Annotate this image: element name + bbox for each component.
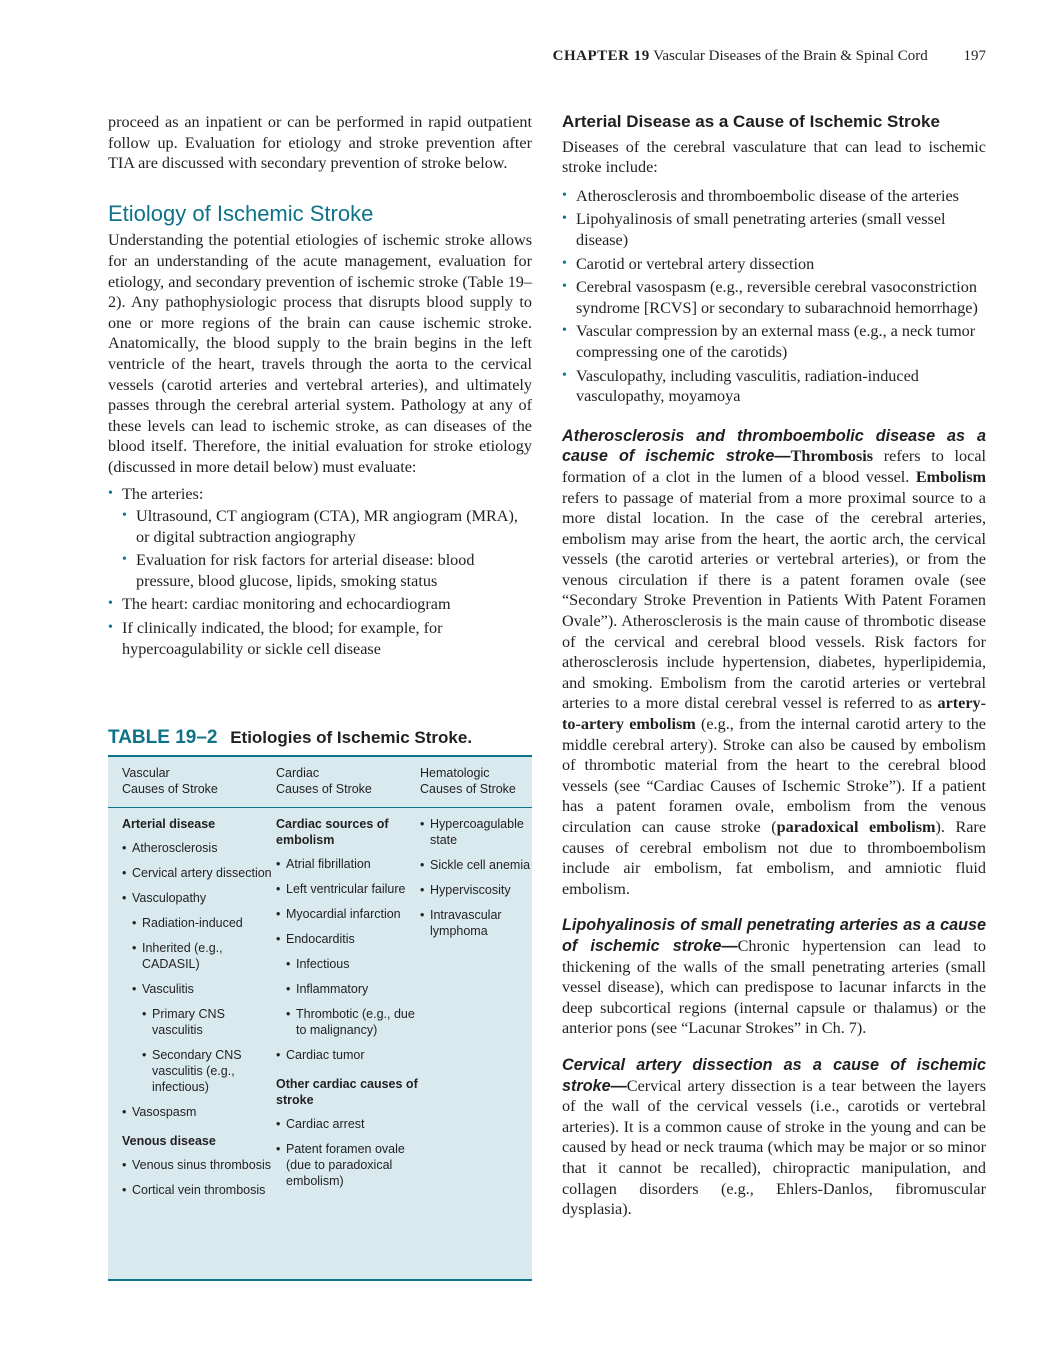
table-item: • Inflammatory (286, 981, 420, 997)
table-19-2 (108, 727, 532, 1281)
table-item: • Intravascular lymphoma (420, 907, 532, 939)
table-item: • Cardiac arrest (276, 1116, 420, 1132)
table-item: • Cervical artery dissection (122, 865, 276, 881)
chapter-number: CHAPTER 19 (552, 48, 650, 64)
table-title (108, 727, 532, 749)
group-heading: Other cardiac causes of stroke (276, 1077, 418, 1107)
list-item: • The arteries: • Ultrasound, CT angiogram (CTA), MR angiogram (MRA), or digital subtraction angiography • Evaluation for risk factors for arterial disease: blood pressure, blood glucose, lipids, smoking status (108, 484, 532, 592)
chapter-title: Vascular Diseases of the Brain & Spinal Cord (653, 48, 928, 64)
sub-list (122, 506, 532, 591)
table-item: • Vasculopathy (122, 890, 276, 906)
table-item: • Sickle cell anemia (420, 857, 532, 873)
table-item: • Hypercoagulable state (420, 816, 532, 848)
table-item: • Cardiac tumor (276, 1047, 420, 1063)
paragraph-lead: Lipohyalinosis of small penetrating arteries as a cause of ischemic stroke— (562, 916, 986, 955)
table-item: • Vasospasm (122, 1104, 276, 1120)
left-column (108, 112, 532, 662)
paragraph-lead: Atherosclerosis and thromboembolic disease as a cause of ischemic stroke— (562, 426, 986, 466)
table-item: • Endocarditis (276, 931, 420, 947)
table-item: • Hyperviscosity (420, 882, 532, 898)
term: artery-to-artery embolism (562, 694, 986, 734)
group-heading: Arterial disease (122, 817, 216, 831)
paragraph-lead: Cervical artery dissection as a cause of ischemic stroke— (562, 1055, 986, 1095)
section-heading: Etiology of Ischemic Stroke (108, 200, 374, 226)
list-item: • Evaluation for risk factors for arterial disease: blood pressure, blood glucose, lipids, smoking status (122, 550, 532, 591)
lipohyalinosis-paragraph: Lipohyalinosis of small penetrating arteries as a cause of ischemic stroke—Chronic hypertension can lead to thickening of the walls of the small penetrating arteries (small vessel disease), which can predispose to lacunar infarcts in the deep subcortical regions (internal capsule or thalamus) or the anterior pons (see “Lacunar Strokes” in Ch. 7). (562, 916, 986, 1038)
list-item: • Carotid or vertebral artery dissection (562, 254, 986, 275)
list-item: • The heart: cardiac monitoring and echocardiogram (108, 594, 532, 615)
table-item: • Primary CNS vasculitis (142, 1006, 276, 1038)
atherosclerosis-paragraph: Atherosclerosis and thromboembolic disease as a cause of ischemic stroke—Thrombosis refers to local formation of a clot in the lumen of a blood vessel. Embolism refers to passage of material from a more proximal source to a more distal location. In the case of the cerebral arteries, embolism may arise from the heart, the aortic arch, the cervical vessels (the carotid arteries or vertebral arteries), or from the venous circulation if there is a patent foramen ovale (see “Secondary Stroke Prevention in Patients With Patent Foramen Ovale”). Atherosclerosis is the main cause of thrombotic disease of the cervical and cerebral blood vessels. Risk factors for atherosclerosis include hypertension, diabetes, hyperlipidemia, and smoking. Embolism from the carotid arteries or vertebral arteries to a more distal cerebral vessel is referred to as artery-to-artery embolism (e.g., from the internal carotid artery to the middle cerebral artery). Stroke can also be caused by embolism of thrombotic material from the heart to the cerebral blood vessels (see “Cardiac Causes of Ischemic Stroke”). If a patient has a patent foramen ovale, embolism from the venous circulation can cause stroke (paradoxical embolism). Rare causes of cerebral embolism not due to thromboembolism include air embolism, fat embolism, and amniotic fluid embolism. (562, 426, 987, 898)
list-item: • Cerebral vasospasm (e.g., reversible cerebral vasoconstriction syndrome [RCVS] or secondary to subarachnoid hemorrhage) (562, 277, 986, 318)
table-item: • Thrombotic (e.g., due to malignancy) (286, 1006, 420, 1038)
term: paradoxical embolism (776, 818, 936, 836)
table-item: • Myocardial infarction (276, 906, 420, 922)
header-cardiac: Cardiac Causes of Stroke (276, 766, 372, 796)
list-item: • Atherosclerosis and thromboembolic disease of the arteries (562, 186, 986, 207)
cardiac-column (276, 816, 420, 1207)
list-item: • Vasculopathy, including vasculitis, radiation-induced vasculopathy, moyamoya (562, 366, 986, 407)
intro-paragraph: Diseases of the cerebral vasculature that can lead to ischemic stroke include: (562, 137, 986, 177)
header-hematologic: Hematologic Causes of Stroke (420, 766, 516, 796)
table-item: • Inherited (e.g., CADASIL) (132, 940, 276, 972)
running-head (553, 48, 986, 65)
table-item: • Patent foramen ovale (due to paradoxical embolism) (276, 1141, 420, 1189)
list-item: • Lipohyalinosis of small penetrating arteries (small vessel disease) (562, 209, 986, 250)
table-number: TABLE 19–2 (108, 727, 218, 748)
group-heading: Cardiac sources of embolism (276, 817, 389, 847)
page-number: 197 (963, 48, 986, 64)
table-item: • Radiation-induced (132, 915, 276, 931)
list-item: • Ultrasound, CT angiogram (CTA), MR angiogram (MRA), or digital subtraction angiography (122, 506, 532, 547)
header-vascular: Vascular Causes of Stroke (122, 766, 218, 796)
group-heading: Venous disease (122, 1134, 216, 1148)
table-item: • Vasculitis (132, 981, 276, 997)
table-item: • Cortical vein thrombosis (122, 1182, 276, 1198)
list-item: • Vascular compression by an external mass (e.g., a neck tumor compressing one of the carotids) (562, 321, 986, 362)
table-item: • Venous sinus thrombosis (122, 1157, 276, 1173)
table-content (108, 808, 532, 1207)
list-item: • If clinically indicated, the blood; for example, for hypercoagulability or sickle cell disease (108, 618, 532, 659)
table-item: • Atherosclerosis (122, 840, 276, 856)
table-item: • Secondary CNS vasculitis (e.g., infectious) (142, 1047, 276, 1095)
table-item: • Atrial fibrillation (276, 856, 420, 872)
intro-paragraph: proceed as an inpatient or can be performed in rapid outpatient follow up. Evaluation for etiology and stroke prevention after TIA are discussed with secondary prevention of stroke below. (108, 113, 532, 173)
dissection-paragraph: Cervical artery dissection as a cause of ischemic stroke—Cervical artery dissection is a tear between the layers of the wall of the cervical vessels (i.e., carotids or vertebral arteries). It is a common cause of stroke in the young and can be caused by head or neck trauma (which may be major or so minor that it cannot be recalled), chiropractic manipulation, and collagen disorders (e.g., Ehlers-Danlos, fibromuscular dysplasia). (562, 1055, 986, 1219)
table-item: • Infectious (286, 956, 420, 972)
term: Embolism (915, 467, 986, 486)
term: Thrombosis (790, 447, 874, 466)
subsection-heading: Arterial Disease as a Cause of Ischemic Stroke (562, 112, 940, 131)
etiology-paragraph: Understanding the potential etiologies of ischemic stroke allows for an understanding of the acute management, evaluation for etiology, and secondary prevention of ischemic stroke (Table 19–2). Any pathophysiologic process that disrupts blood supply to one or more regions of the brain can cause ischemic stroke. Anatomically, the blood supply to the brain begins in the left ventricle of the heart, travels through the aorta to the cervical vessels (carotid arteries and vertebral arteries), and ultimately passes through the cerebral arterial system. Pathology at any of these levels can lead to ischemic stroke, as can diseases of the blood itself. Therefore, the initial evaluation for stroke etiology (discussed in more detail below) must evaluate: (108, 231, 532, 476)
table-body (108, 755, 532, 1281)
table-header-row (108, 757, 532, 808)
evaluation-list (108, 484, 532, 660)
hematologic-column (420, 816, 532, 1207)
table-item: • Left ventricular failure (276, 881, 420, 897)
table-caption: Etiologies of Ischemic Stroke. (230, 728, 473, 747)
disease-list (562, 186, 986, 407)
vascular-column (122, 816, 276, 1207)
right-column (562, 112, 986, 1220)
